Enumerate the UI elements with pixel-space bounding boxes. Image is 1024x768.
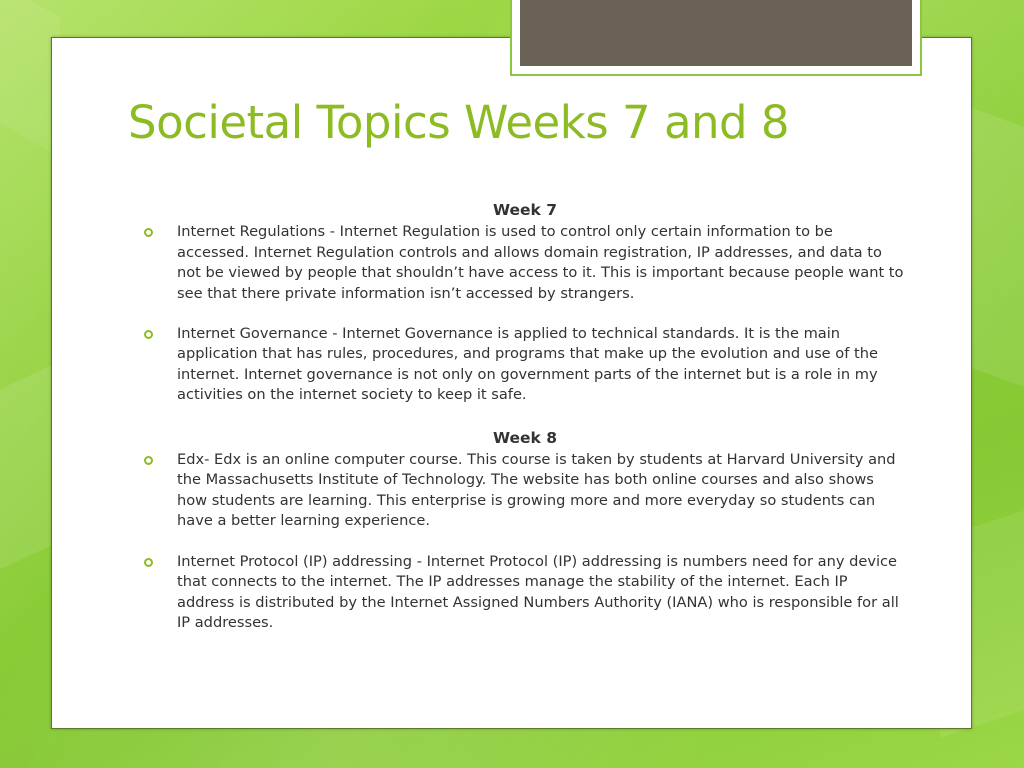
bullet-text: Edx- Edx is an online computer course. This course is taken by students at Harvard University and the Massachusetts Institute of Technology. The website has both online courses and also shows how students are learning. This enterprise is growing more and more everyday so students can have a better learning experience. bbox=[177, 451, 896, 530]
bullet-circle-icon bbox=[144, 228, 153, 237]
bullet-circle-icon bbox=[144, 558, 153, 567]
decorative-picture-frame bbox=[510, 0, 922, 76]
bullet-text: Internet Governance - Internet Governance is applied to technical standards. It is the main application that has rules, procedures, and programs that make up the evolution and use of the internet. Internet governance is not only on government parts of the internet but is a role in my activities on the internet society to keep it safe. bbox=[177, 325, 878, 404]
section-heading: Week 7 bbox=[492, 201, 558, 219]
bullet-circle-icon bbox=[144, 330, 153, 339]
bullet-item bbox=[142, 222, 908, 304]
section-heading: Week 8 bbox=[492, 428, 558, 447]
section-week-8 bbox=[142, 428, 908, 634]
section-week-7 bbox=[142, 200, 908, 406]
slide-content bbox=[142, 200, 908, 653]
decorative-frame-fill bbox=[520, 0, 912, 66]
bullet-item bbox=[142, 552, 908, 634]
slide-title: Societal Topics Weeks 7 and 8 bbox=[128, 96, 790, 149]
bullet-item bbox=[142, 450, 908, 532]
bullet-text: Internet Protocol (IP) addressing - Internet Protocol (IP) addressing is numbers need for any device that connects to the internet. The IP addresses manage the stability of the internet. Each IP address is distributed by the Internet Assigned Numbers Authority (IANA) who is responsible for all IP addresses. bbox=[177, 552, 899, 631]
bullet-item bbox=[142, 324, 908, 406]
bullet-text: Internet Regulations - Internet Regulation is used to control only certain information to be accessed. Internet Regulation controls and allows domain registration, IP addresses, and data to not be viewed by people that shouldn’t have access to it. This is important because people want to see that there private information isn’t accessed by strangers. bbox=[177, 223, 904, 302]
bullet-circle-icon bbox=[144, 456, 153, 465]
